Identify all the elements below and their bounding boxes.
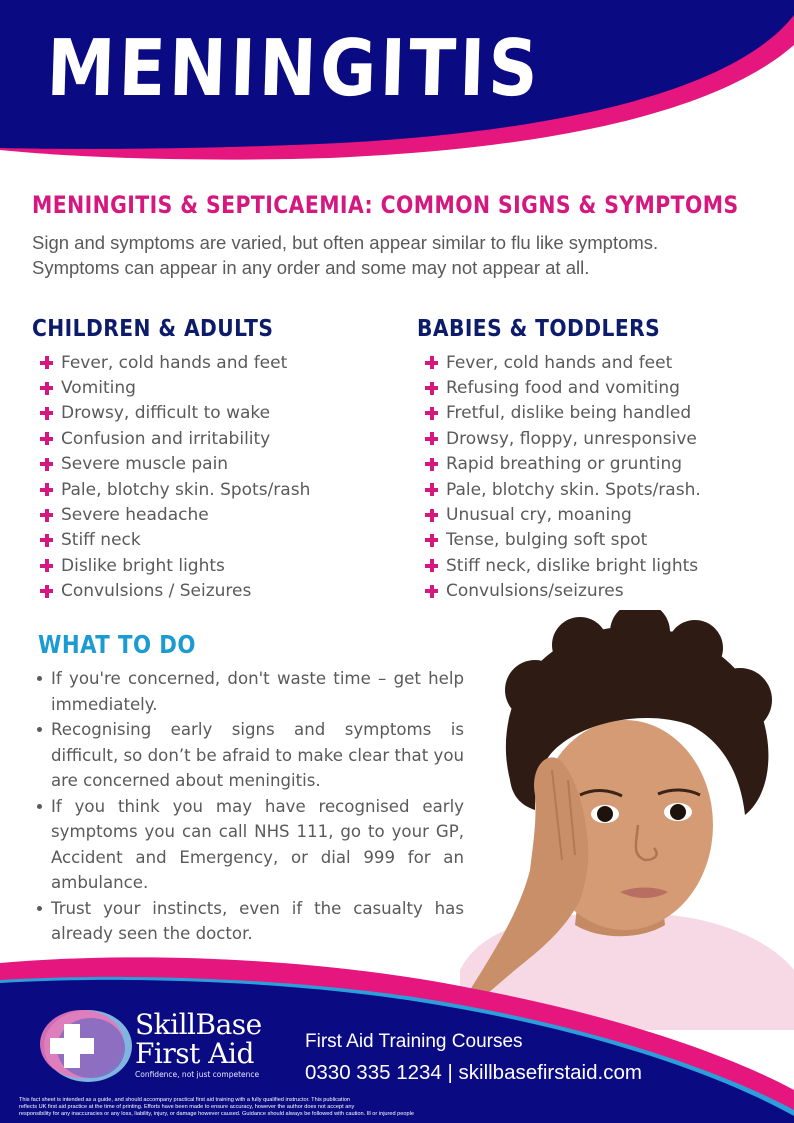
list-item — [32, 477, 310, 502]
plus-icon — [40, 407, 53, 420]
symptom-text: Stiff neck — [61, 530, 141, 551]
list-item — [32, 579, 310, 604]
contact-info — [305, 1031, 642, 1085]
symptom-text: Severe muscle pain — [61, 454, 229, 475]
plus-icon — [425, 356, 438, 369]
children-adults-list — [32, 350, 310, 604]
page-title: MENINGITIS — [45, 24, 543, 114]
disclaimer-line: This fact sheet is intended as a guide, and should accompany practical first aid training with a fully qualified instructor. This publication — [19, 1097, 351, 1103]
children-adults-column — [32, 316, 310, 604]
brand-line-2: First Aid — [135, 1037, 254, 1070]
children-adults-title: CHILDREN & ADULTS — [32, 316, 274, 342]
list-item — [32, 426, 310, 451]
what-to-do-list — [36, 666, 464, 947]
symptom-text: Fever, cold hands and feet — [61, 352, 288, 373]
list-item — [417, 528, 701, 553]
plus-icon — [40, 356, 53, 369]
list-item — [32, 350, 310, 375]
what-to-do-title: WHAT TO DO — [38, 630, 196, 659]
symptom-text: Fretful, dislike being handled — [446, 403, 692, 424]
symptom-text: Drowsy, floppy, unresponsive — [446, 428, 697, 449]
list-item — [417, 350, 701, 375]
babies-toddlers-list — [417, 350, 701, 604]
list-item — [32, 502, 310, 527]
plus-icon — [40, 432, 53, 445]
symptom-text: Fever, cold hands and feet — [446, 352, 673, 373]
list-item — [32, 528, 310, 553]
list-item — [32, 375, 310, 400]
plus-icon — [425, 559, 438, 572]
plus-icon — [40, 509, 53, 522]
plus-icon — [40, 458, 53, 471]
symptom-text: Stiff neck, dislike bright lights — [446, 555, 699, 576]
list-item — [417, 401, 701, 426]
plus-icon — [40, 534, 53, 547]
plus-icon — [425, 458, 438, 471]
disclaimer-line: reflects UK first aid practice at the time of printing. Efforts have been made to ensure accuracy, however the author does not accept any — [19, 1104, 355, 1110]
plus-icon — [425, 509, 438, 522]
services-text: First Aid Training Courses — [305, 1031, 523, 1052]
plus-icon — [425, 483, 438, 496]
symptom-text: Convulsions / Seizures — [61, 581, 252, 602]
list-item: Recognising early signs and symptoms is difficult, so don’t be afraid to make clear that you are concerned about meningitis. — [36, 717, 464, 794]
symptom-text: Vomiting — [61, 378, 136, 399]
intro-line: Sign and symptoms are varied, but often appear similar to flu like symptoms. — [32, 232, 659, 253]
plus-icon — [40, 483, 53, 496]
symptom-text: Drowsy, difficult to wake — [61, 403, 271, 424]
plus-icon — [425, 432, 438, 445]
disclaimer-line: responsibility for any inaccuracies or any loss, liability, injury, or damage however caused. Guidance should always be followed with caution. Ill or injured people — [19, 1111, 414, 1117]
list-item: Trust your instincts, even if the casualty has already seen the doctor. — [36, 896, 464, 947]
plus-icon — [40, 382, 53, 395]
plus-icon — [425, 407, 438, 420]
list-item — [417, 579, 701, 604]
list-item — [32, 553, 310, 578]
plus-icon — [425, 534, 438, 547]
plus-icon — [40, 559, 53, 572]
symptom-text: Tense, bulging soft spot — [446, 530, 648, 551]
intro-line: Symptoms can appear in any order and some may not appear at all. — [32, 257, 590, 278]
symptom-text: Pale, blotchy skin. Spots/rash. — [446, 479, 701, 500]
brand-tagline: Confidence, not just competence — [135, 1070, 260, 1079]
plus-icon — [425, 585, 438, 598]
disclaimer — [19, 1097, 529, 1118]
skillbase-logo-icon — [36, 1006, 136, 1084]
symptom-text: Convulsions/seizures — [446, 581, 624, 602]
plus-icon — [425, 382, 438, 395]
intro-text — [32, 230, 772, 280]
brand-name — [135, 1008, 262, 1079]
list-item: If you think you may have recognised early symptoms you can call NHS 111, go to your GP, Accident and Emergency, or dial 999 for an ambulance. — [36, 794, 464, 896]
section-heading: MENINGITIS & SEPTICAEMIA: COMMON SIGNS & SYMPTOMS — [32, 191, 739, 219]
symptom-text: Rapid breathing or grunting — [446, 454, 683, 475]
list-item — [417, 477, 701, 502]
symptom-text: Dislike bright lights — [61, 555, 225, 576]
plus-icon — [40, 585, 53, 598]
symptom-text: Refusing food and vomiting — [446, 378, 680, 399]
babies-toddlers-column — [417, 316, 701, 604]
list-item — [32, 401, 310, 426]
symptom-text: Confusion and irritability — [61, 428, 271, 449]
list-item — [417, 502, 701, 527]
list-item — [417, 375, 701, 400]
brand-line-1: SkillBase — [135, 1008, 262, 1041]
symptom-text: Unusual cry, moaning — [446, 505, 632, 526]
symptom-text: Severe headache — [61, 505, 209, 526]
babies-toddlers-title: BABIES & TODDLERS — [417, 316, 661, 342]
list-item — [32, 452, 310, 477]
list-item — [417, 426, 701, 451]
phone-website-text: 0330 335 1234 | skillbasefirstaid.com — [305, 1061, 642, 1084]
list-item — [417, 452, 701, 477]
list-item — [417, 553, 701, 578]
symptom-text: Pale, blotchy skin. Spots/rash — [61, 479, 311, 500]
list-item: If you're concerned, don't waste time – get help immediately. — [36, 666, 464, 717]
